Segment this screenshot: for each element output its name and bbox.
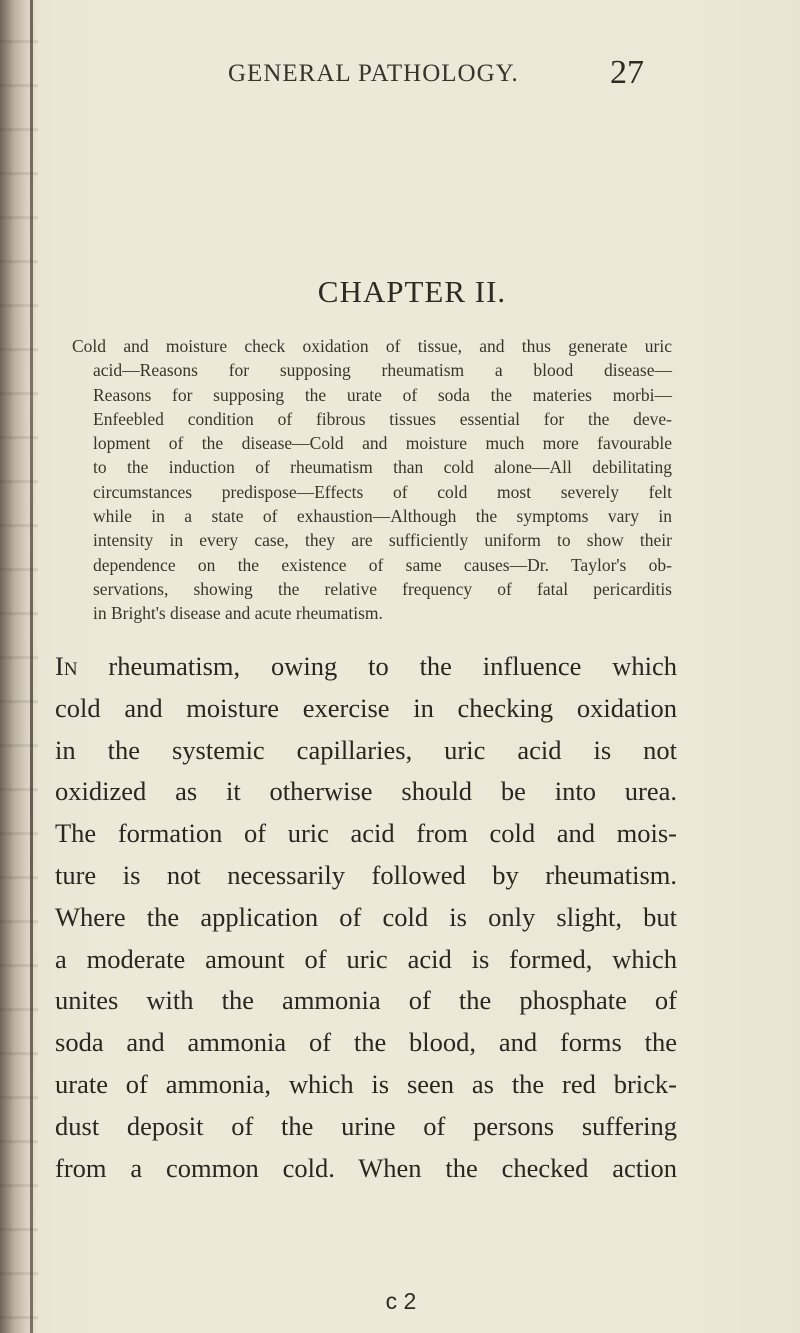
- page-number: 27: [610, 54, 644, 91]
- summary-line: in Bright's disease and acute rheumatism.: [93, 603, 383, 624]
- opening-word: In: [55, 651, 78, 681]
- running-head: [0, 52, 800, 92]
- summary-line: to the induction of rheumatism than cold alone—All debilitating: [93, 457, 672, 478]
- body-line-first: [55, 646, 677, 688]
- summary-line: Cold and moisture check oxidation of tissue, and thus generate uric: [72, 336, 672, 356]
- summary-line: dependence on the existence of same causes—Dr. Taylor's ob-: [93, 554, 672, 575]
- chapter-heading: CHAPTER II.: [317, 274, 507, 309]
- chapter-summary: [72, 334, 672, 626]
- summary-line: acid—Reasons for supposing rheumatism a blood disease—: [93, 360, 672, 381]
- body-line: oxidized as it otherwise should be into urea.: [55, 776, 677, 807]
- summary-line: Enfeebled condition of fibrous tissues essential for the deve-: [93, 408, 672, 429]
- signature-mark: c 2: [385, 1288, 417, 1314]
- body-line: Where the application of cold is only slight, but: [55, 901, 677, 932]
- body-line: from a common cold. When the checked action: [55, 1152, 677, 1183]
- running-title: GENERAL PATHOLOGY.: [228, 60, 519, 87]
- body-line: urate of ammonia, which is seen as the red brick-: [55, 1068, 677, 1099]
- summary-line: intensity in every case, they are sufficiently uniform to show their: [93, 530, 672, 551]
- body-line: a moderate amount of uric acid is formed, which: [55, 943, 677, 974]
- summary-line: while in a state of exhaustion—Although the symptoms vary in: [93, 506, 672, 527]
- body-paragraph: [55, 646, 677, 1189]
- body-line: The formation of uric acid from cold and mois-: [55, 818, 677, 849]
- summary-line: lopment of the disease—Cold and moisture much more favourable: [93, 433, 672, 454]
- summary-line: Reasons for supposing the urate of soda the materies morbi—: [93, 384, 672, 405]
- binding-shadow-line: [30, 0, 33, 1333]
- body-line: in the systemic capillaries, uric acid is not: [55, 734, 677, 765]
- body-line: cold and moisture exercise in checking oxidation: [55, 692, 677, 723]
- summary-line: circumstances predispose—Effects of cold most severely felt: [93, 481, 672, 502]
- body-line: ture is not necessarily followed by rheumatism.: [55, 859, 677, 890]
- first-line-rest: rheumatism, owing to the influence which: [77, 651, 677, 681]
- summary-line: servations, showing the relative frequency of fatal pericarditis: [93, 578, 672, 599]
- body-line: dust deposit of the urine of persons suffering: [55, 1110, 677, 1141]
- body-line: unites with the ammonia of the phosphate of: [55, 985, 677, 1016]
- body-line: soda and ammonia of the blood, and forms the: [55, 1027, 677, 1058]
